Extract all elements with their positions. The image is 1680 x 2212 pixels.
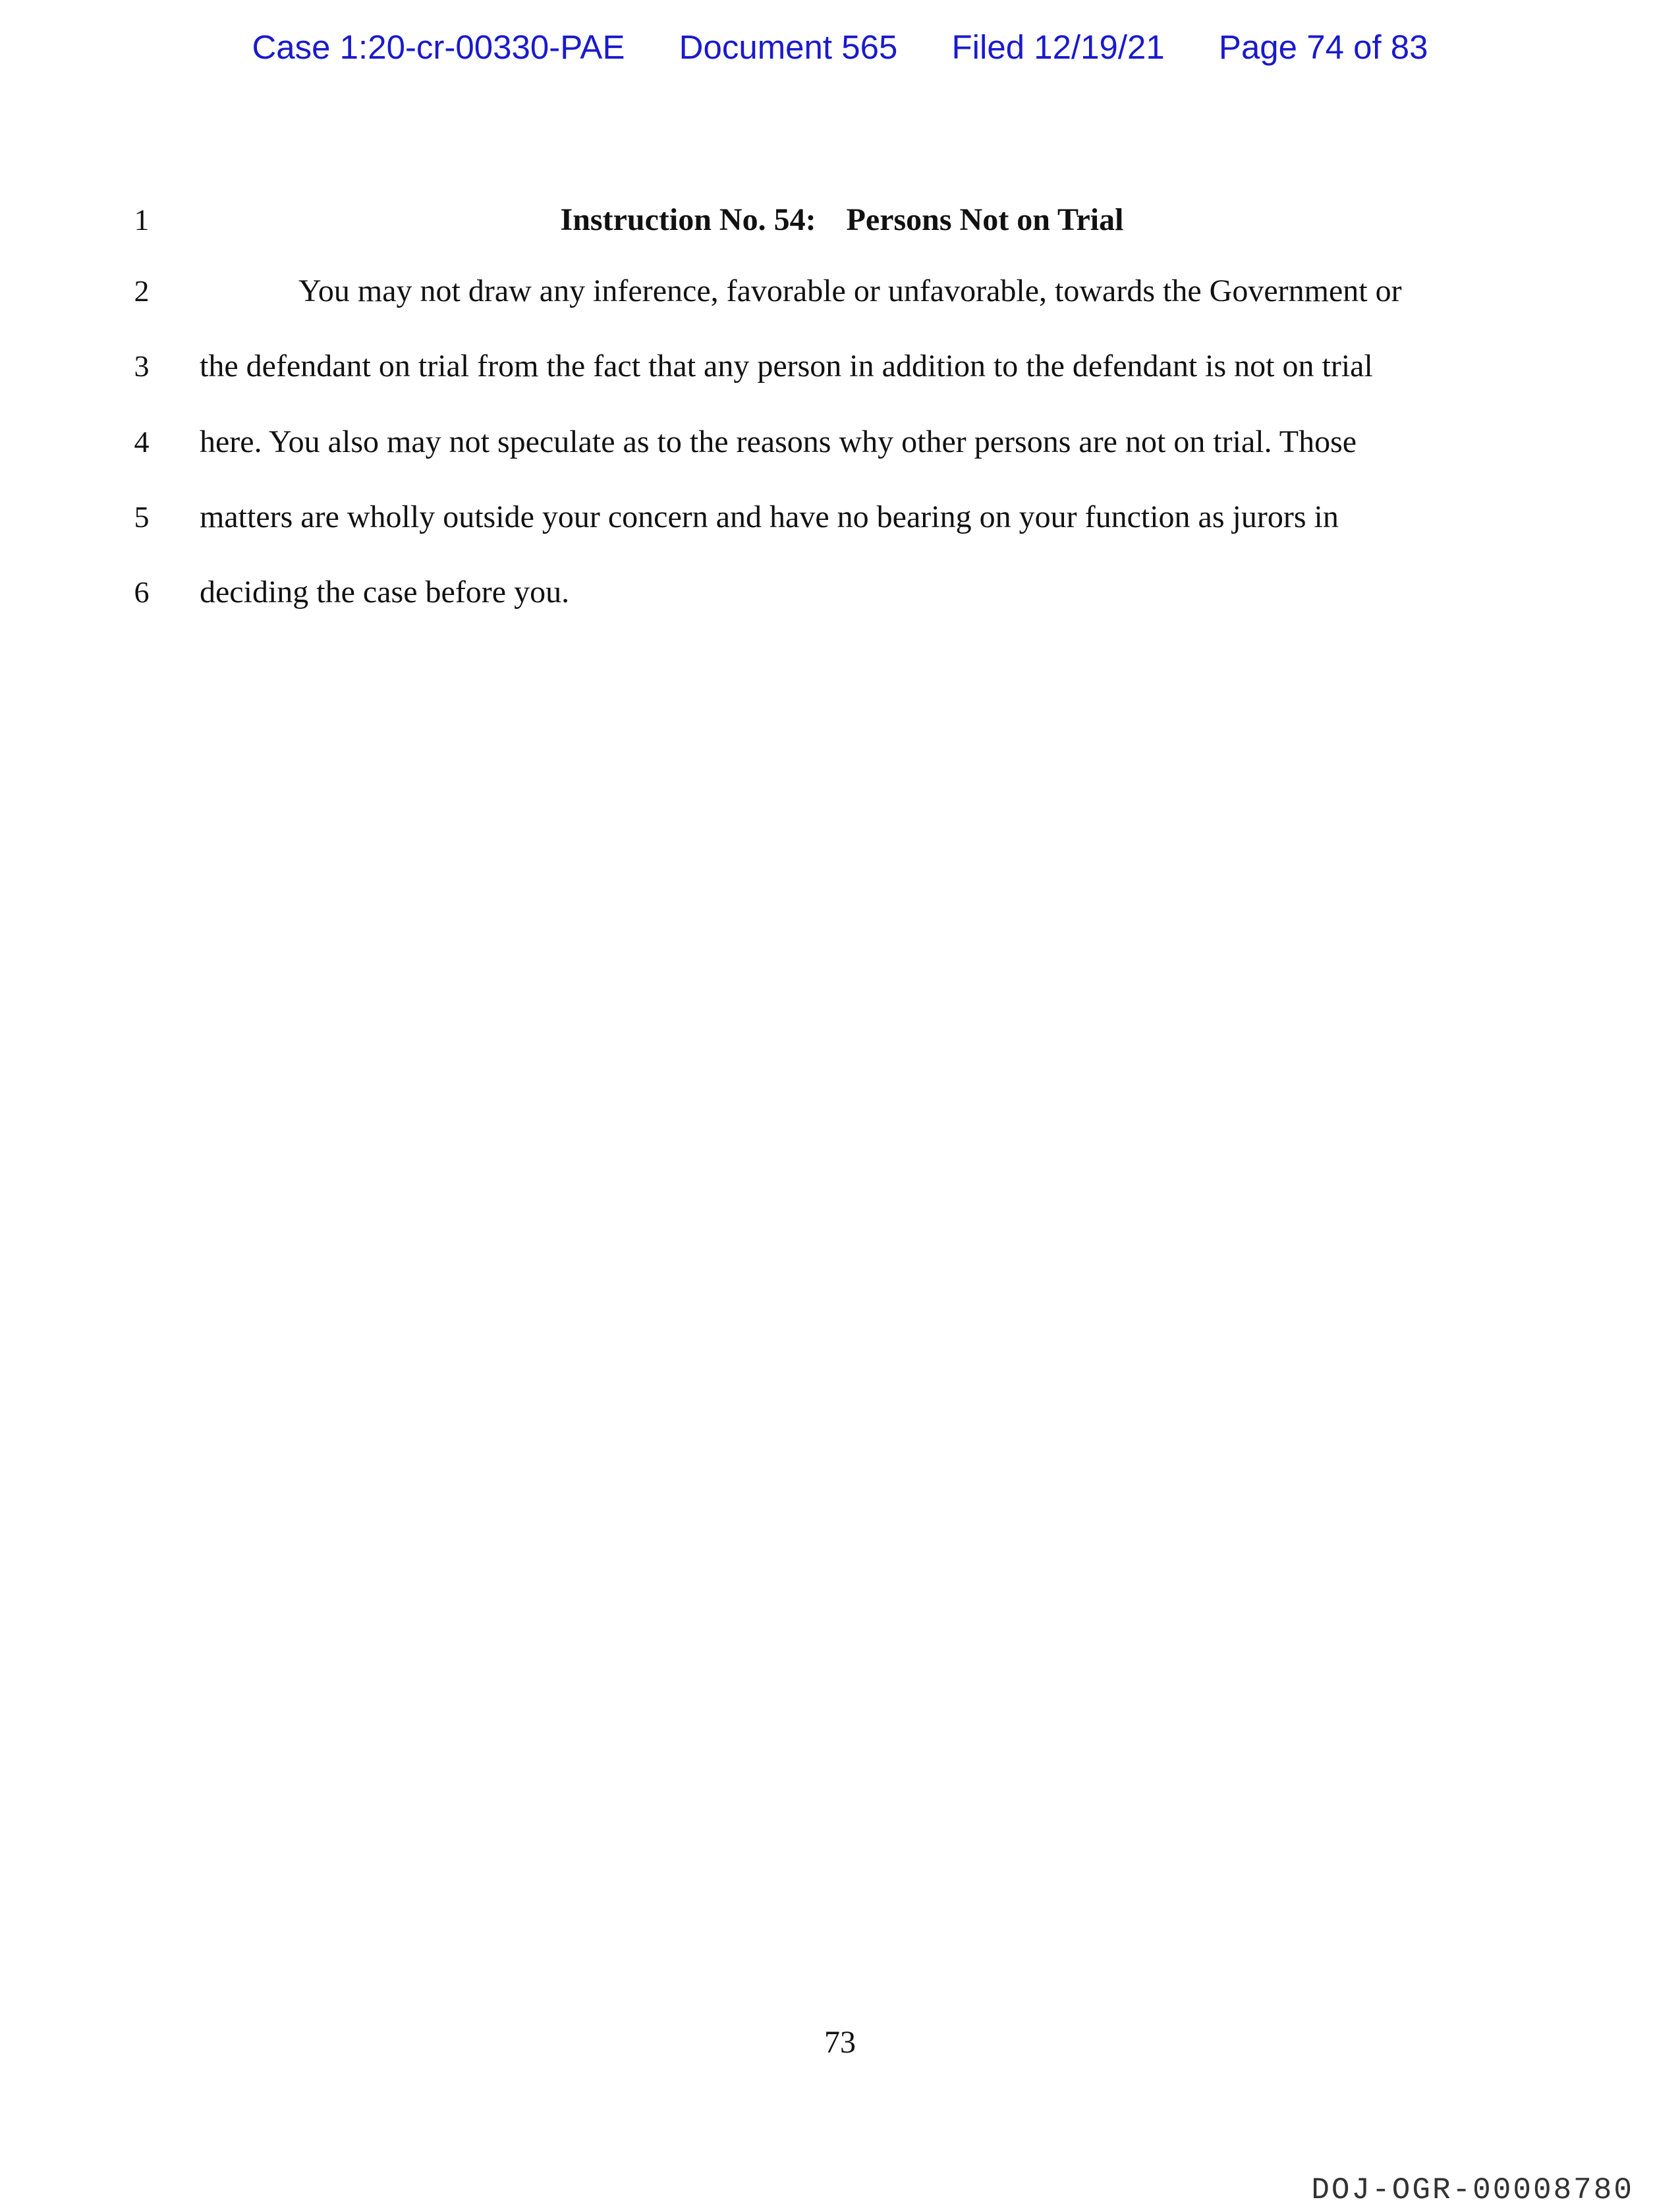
body-line: deciding the case before you.	[200, 575, 570, 610]
body-line: here. You also may not speculate as to the reasons why other persons are not on trial. Those	[200, 424, 1357, 459]
line-number: 4	[134, 425, 150, 459]
line-number: 3	[134, 349, 150, 383]
page-count: Page 74 of 83	[1218, 28, 1428, 66]
page-number: 73	[824, 2025, 856, 2060]
case-number: Case 1:20-cr-00330-PAE	[252, 28, 625, 66]
document-number: Document 565	[679, 28, 898, 66]
bates-number: DOJ-OGR-00008780	[1311, 2173, 1634, 2207]
body-line: You may not draw any inference, favorable or unfavorable, towards the Government or	[298, 273, 1402, 308]
instruction-heading: Persons Not on Trial	[846, 202, 1124, 237]
line-number: 5	[134, 500, 150, 534]
ecf-header	[0, 28, 1680, 67]
line-number: 1	[134, 203, 150, 237]
instruction-number: Instruction No. 54:	[560, 202, 816, 237]
body-line: matters are wholly outside your concern and have no bearing on your function as jurors in	[200, 499, 1339, 534]
instruction-title	[200, 202, 1484, 239]
filed-date: Filed 12/19/21	[951, 28, 1165, 66]
line-number: 6	[134, 575, 150, 609]
body-line: the defendant on trial from the fact that any person in addition to the defendant is not on trial	[200, 349, 1373, 383]
line-number: 2	[134, 274, 150, 308]
